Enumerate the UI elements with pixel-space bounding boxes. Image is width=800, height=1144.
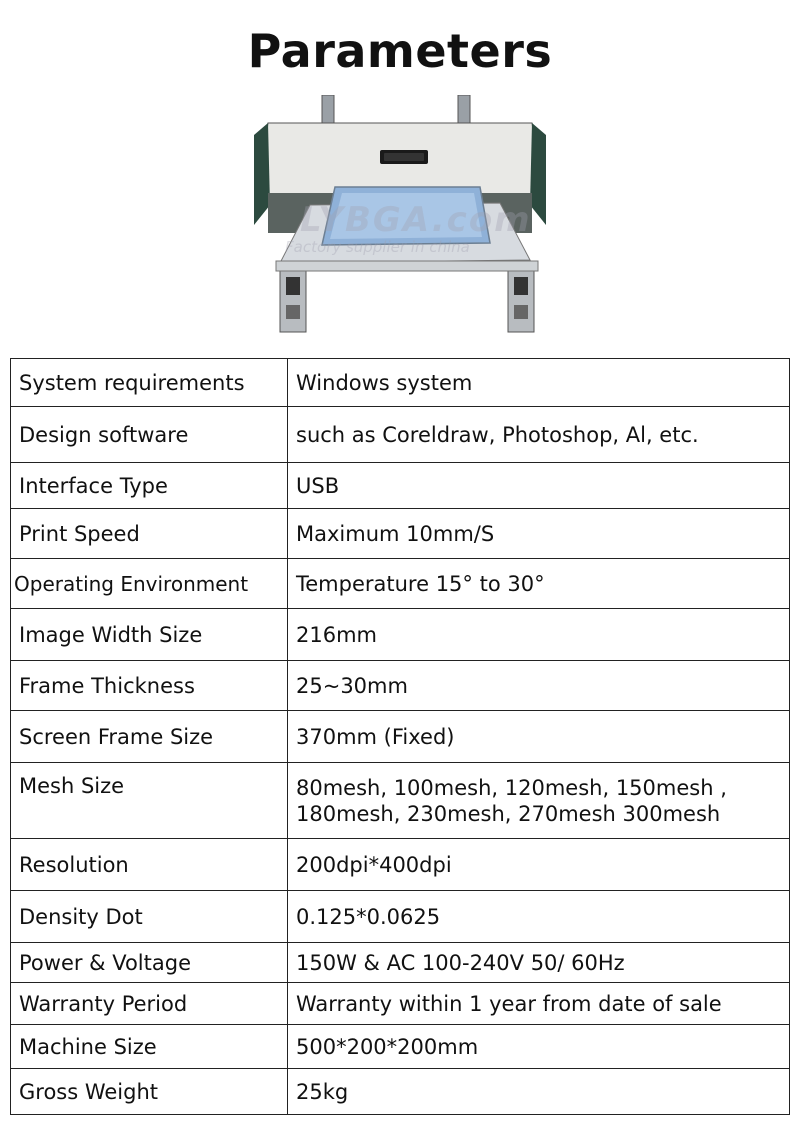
table-row <box>11 891 790 943</box>
param-value: Windows system <box>288 359 790 407</box>
param-value: Maximum 10mm/S <box>288 509 790 559</box>
param-label: Warranty Period <box>11 983 288 1025</box>
table-row <box>11 559 790 609</box>
param-value: 370mm (Fixed) <box>288 711 790 763</box>
watermark-tagline: Factory supplier in china <box>285 238 470 256</box>
param-label: Machine Size <box>11 1025 288 1069</box>
table-row <box>11 1069 790 1115</box>
parameters-table <box>10 358 790 1115</box>
param-label: Mesh Size <box>11 763 288 839</box>
param-label: Frame Thickness <box>11 661 288 711</box>
table-row <box>11 509 790 559</box>
table-row <box>11 983 790 1025</box>
param-value: 0.125*0.0625 <box>288 891 790 943</box>
param-value: 25kg <box>288 1069 790 1115</box>
param-value: 500*200*200mm <box>288 1025 790 1069</box>
param-value: USB <box>288 463 790 509</box>
param-value: 216mm <box>288 609 790 661</box>
param-label: Operating Environment <box>11 559 288 609</box>
table-row <box>11 711 790 763</box>
param-label: Image Width Size <box>11 609 288 661</box>
table-row <box>11 661 790 711</box>
mesh-size-line-1: 80mesh, 100mesh, 120mesh, 150mesh , <box>296 775 727 800</box>
param-value <box>288 763 790 839</box>
table-row <box>11 943 790 983</box>
table-row <box>11 407 790 463</box>
page-title: Parameters <box>247 24 553 78</box>
table-row <box>11 763 790 839</box>
mesh-size-line-2: 180mesh, 230mesh, 270mesh 300mesh <box>296 801 721 826</box>
table-row <box>11 1025 790 1069</box>
param-value: 200dpi*400dpi <box>288 839 790 891</box>
param-label: Interface Type <box>11 463 288 509</box>
param-label: System requirements <box>11 359 288 407</box>
param-value: such as Coreldraw, Photoshop, Al, etc. <box>288 407 790 463</box>
screen-printer-image <box>250 95 550 335</box>
table-row <box>11 839 790 891</box>
param-label: Power & Voltage <box>11 943 288 983</box>
watermark-brand: LYBGA.com <box>300 200 532 240</box>
table-row <box>11 463 790 509</box>
param-value: Warranty within 1 year from date of sale <box>288 983 790 1025</box>
table-row <box>11 609 790 661</box>
param-label: Resolution <box>11 839 288 891</box>
table-row <box>11 359 790 407</box>
param-label: Density Dot <box>11 891 288 943</box>
param-label: Design software <box>11 407 288 463</box>
param-value: 150W & AC 100-240V 50/ 60Hz <box>288 943 790 983</box>
param-value: Temperature 15° to 30° <box>288 559 790 609</box>
param-value: 25~30mm <box>288 661 790 711</box>
param-label: Gross Weight <box>11 1069 288 1115</box>
param-label: Print Speed <box>11 509 288 559</box>
param-label: Screen Frame Size <box>11 711 288 763</box>
